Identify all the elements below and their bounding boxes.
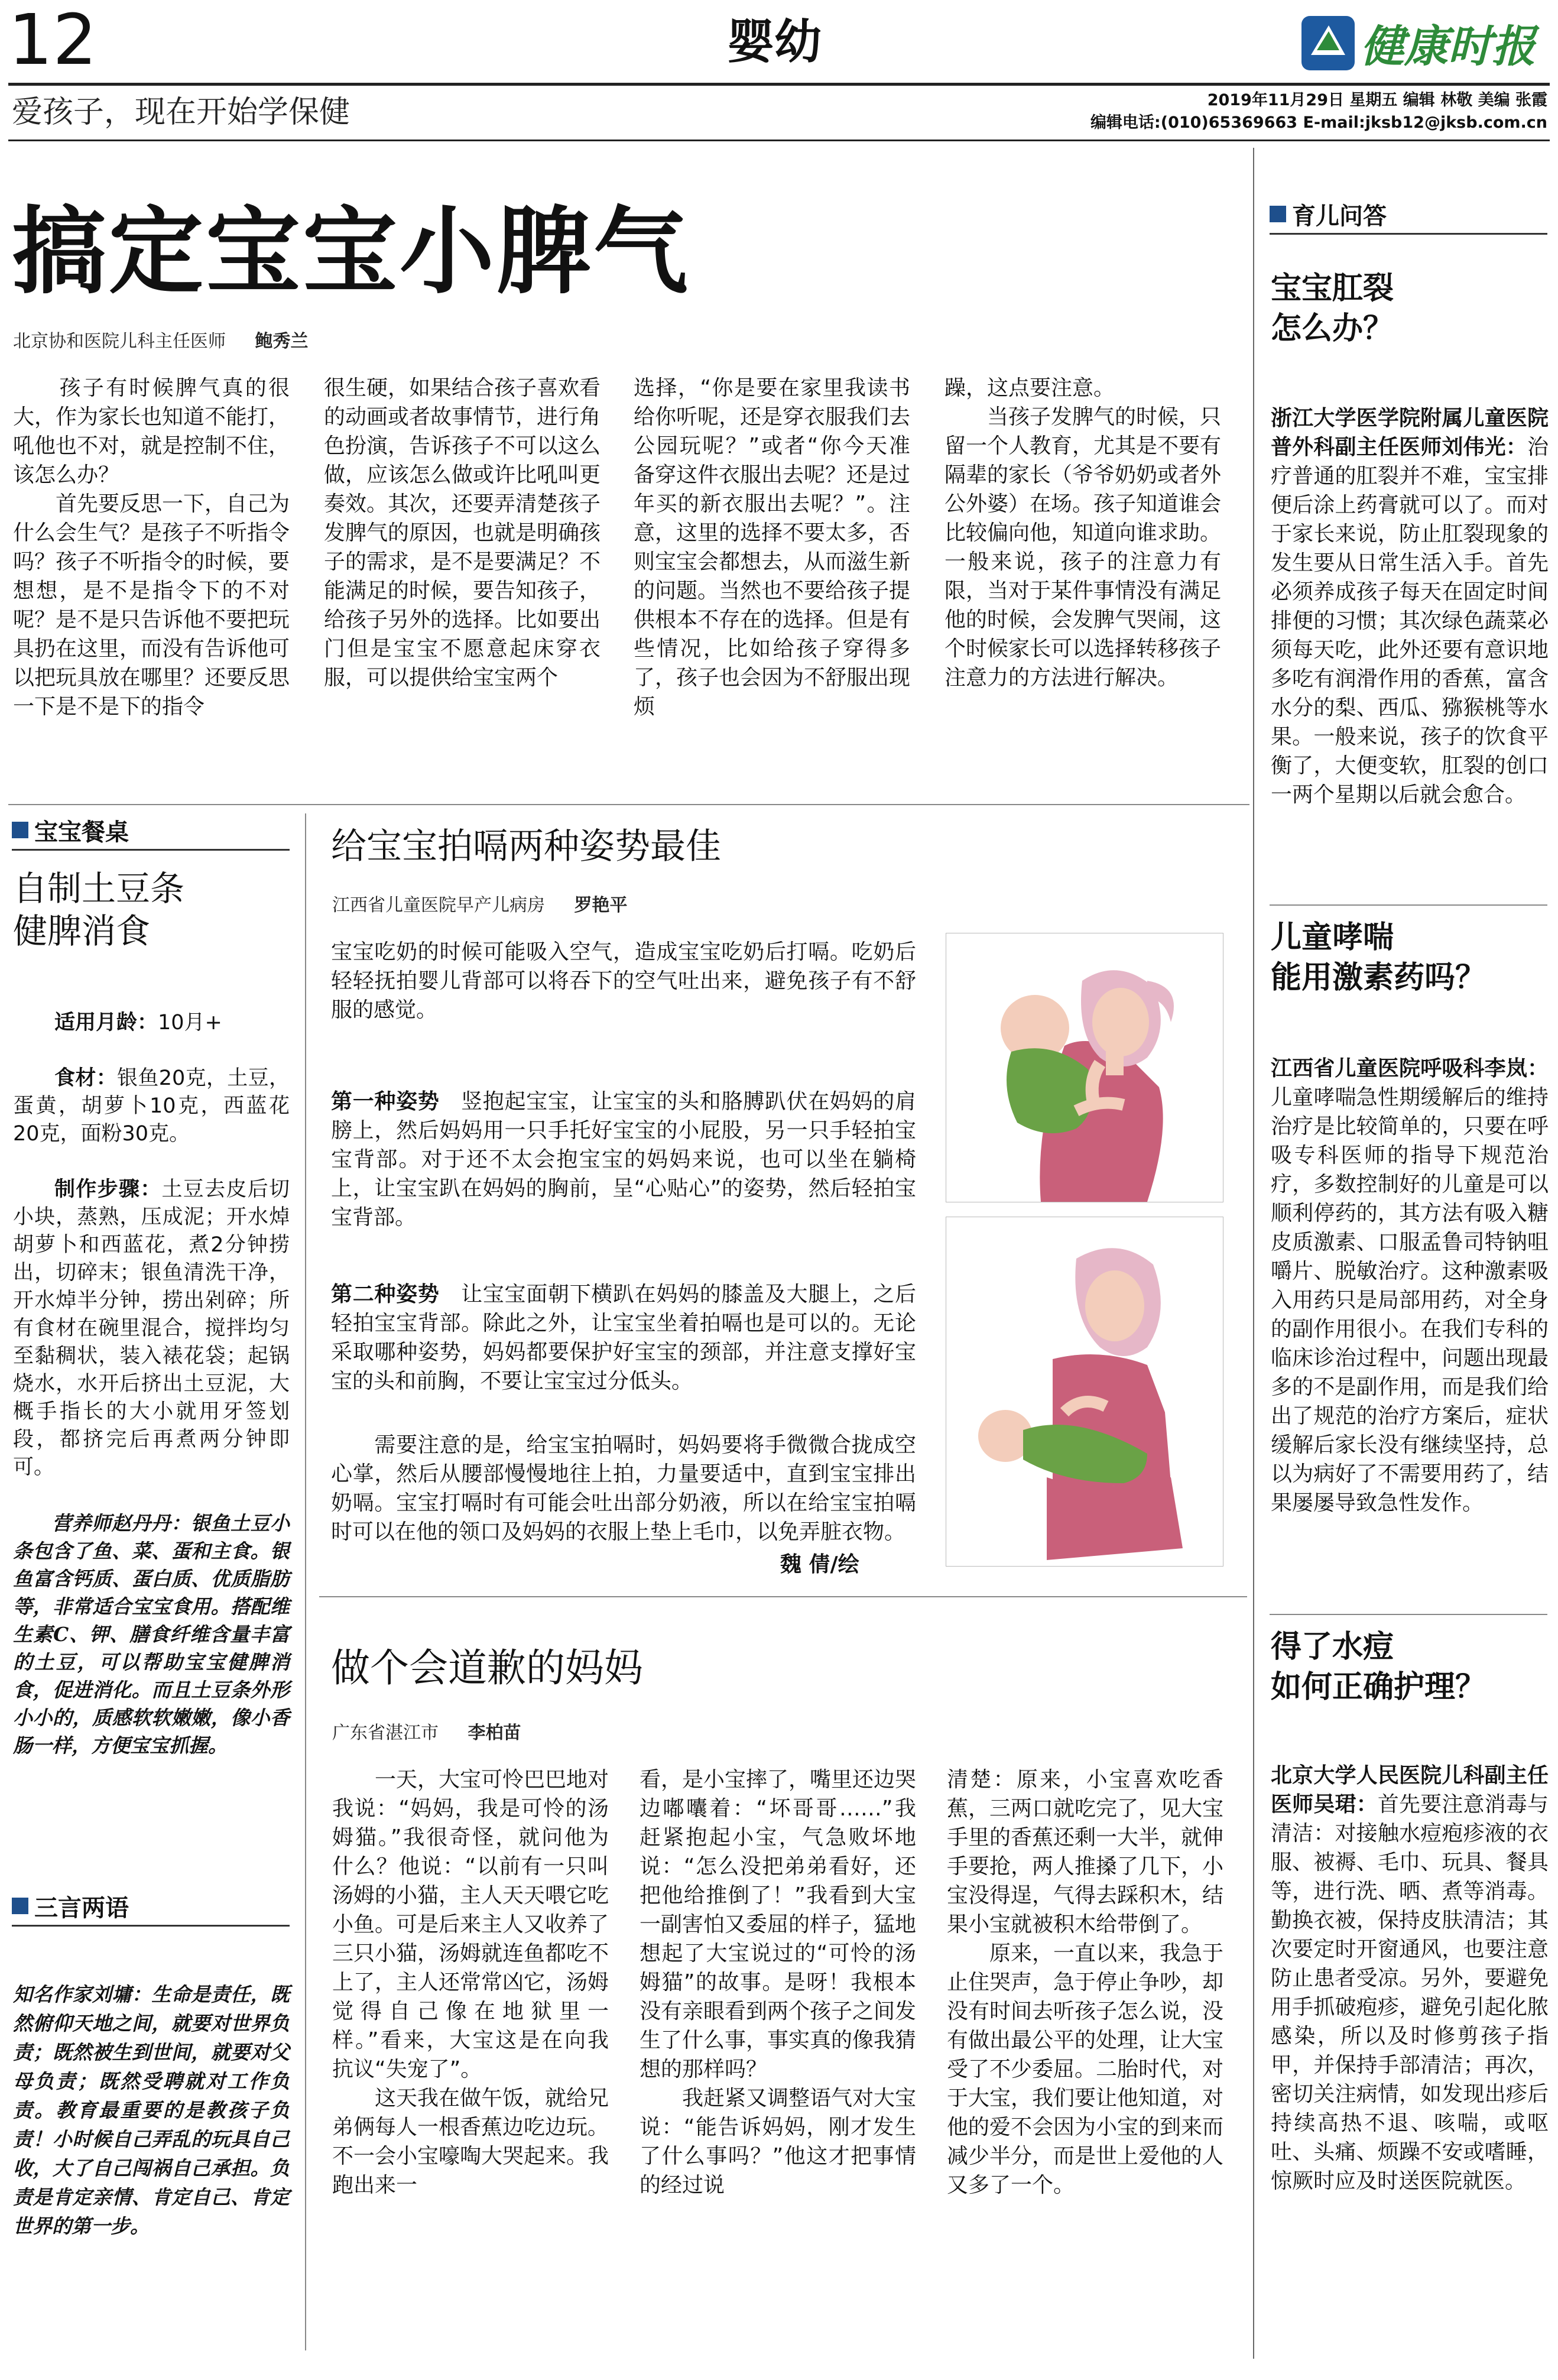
age-value: 10月+ (158, 1011, 222, 1035)
ingredients-value: 银鱼20克，土豆，蛋黄，胡萝卜10克，西蓝花20克，面粉30克。 (13, 1066, 290, 1146)
burp-intro: 宝宝吃奶的时候可能吸入空气，造成宝宝吃奶后打嗝。吃奶后轻轻抚拍婴儿背部可以将吞下的空气吐出来，避免孩子有不舒服的感觉。 (331, 940, 916, 1022)
qa-rule-1 (1270, 904, 1547, 906)
food-section-header (12, 813, 129, 847)
steps-value: 土豆去皮后切小块，蒸熟，压成泥；开水焯胡萝卜和西蓝花，煮2分钟捞出，切碎末；银鱼清洗干净，开水焯半分钟，捞出剁碎；所有食材在碗里混合，搅拌均匀至黏稠状，装入裱花袋；起锅烧水，水开后挤出土豆泥，大概手指长的大小就用牙签划段，都挤完后再煮两分钟即可。 (13, 1178, 290, 1479)
section-marker-icon (12, 822, 28, 838)
mother-shoulder-burp-icon (946, 933, 1223, 1202)
apology-col-1: 一天，大宝可怜巴巴地对我说：“妈妈，我是可怜的汤姆猫。”我很奇怪，就问他为什么？他说：“以前有一只叫汤姆的小猫，主人天天喂它吃小鱼。可是后来主人又收养了三只小猫，汤姆就连鱼都吃不上了，主人还常常凶它，汤姆觉得自己像在地狱里一样。”看来，大宝这是在向我抗议“失宠了”。 这天我在做午饭，就给兄弟俩每人一根香蕉边吃边玩。不一会小宝嚎啕大哭起来。我跑出来一 (332, 1768, 609, 2197)
qa-rule-2 (1270, 1614, 1547, 1615)
food-section-label: 宝宝餐桌 (34, 818, 129, 846)
right-column-divider (1253, 148, 1254, 2359)
logo-emblem-icon (1299, 14, 1357, 73)
apology-col-3: 清楚：原来，小宝喜欢吃香蕉，三两口就吃完了，见大宝手里的香蕉还剩一大半，就伸手要抢，两人推搡了几下，小宝没得逞，气得去踩积木，结果小宝就被积木给带倒了。 原来，一直以来，我急于止住哭声，急于停止争吵，却没有时间去听孩子怎么说，没有做出最公平的处理，让大宝受了不少委屈。二胎时代，对于大宝，我们要让他知道，对他的爱不会因为小宝的到来而减少半分，而是世上爱他的人又多了一个。 (947, 1768, 1224, 2197)
author-name: 鲍秀兰 (255, 331, 309, 352)
page-number: 12 (8, 0, 98, 80)
qa-1-text: 治疗普通的肛裂并不难，宝宝排便后涂上药膏就可以了。而对于家长来说，防止肛裂现象的发生要从日常生活入手。首先必须养成孩子每天在固定时间排便的习惯；其次绿色蔬菜必须每天吃，此外还要有意识地多吃有润滑作用的香蕉，富含水分的梨、西瓜、猕猴桃等水果。一般来说，孩子的饮食平衡了，大便变软，肛裂的创口一两个星期以后就会愈合。 (1271, 435, 1549, 807)
mother-lap-burp-icon (946, 1217, 1223, 1566)
ingredients-label: 食材： (54, 1066, 118, 1090)
nutritionist-value: 银鱼土豆小条包含了鱼、菜、蛋和主食。银鱼富含钙质、蛋白质、优质脂肪等，非常适合宝宝食用。搭配维生素C、钾、膳食纤维含量丰富的土豆，可以帮助宝宝健脾消食，促进消化。而且土豆条外形小小的，质感软软嫩嫩，像小香肠一样，方便宝宝抓握。 (13, 1512, 290, 1757)
main-article-byline (13, 326, 309, 352)
apology-author-org: 广东省湛江市 (332, 1723, 439, 1743)
qa-2-title-line1: 儿童哮喘 (1271, 920, 1394, 955)
sanyan-text: 生命是责任，既然俯仰天地之间，就要对世界负责；既然被生到世间，就要对父母负责；既然受聘就对工作负责。教育最重要的是教孩子负责！小时候自己弄乱的玩具自己收，大了自己闯祸自己承担。负责是肯定亲情、肯定自己、肯定世界的第一步。 (13, 1983, 290, 2238)
apology-byline (332, 1718, 521, 1744)
food-title-2: 健脾消食 (13, 911, 151, 951)
qa-item-2-title (1271, 917, 1486, 998)
main-article-title: 搞定宝宝小脾气 (12, 196, 691, 307)
qa-item-3-title (1271, 1627, 1486, 1707)
burp-title: 给宝宝拍嗝两种姿势最佳 (331, 826, 721, 867)
qa-3-text: 首先要注意消毒与清洁：对接触水痘疱疹液的衣服、被褥、毛巾、玩具、餐具等，进行洗、晒、煮等消毒。勤换衣被，保持皮肤清洁；其次要定时开窗通风，也要注意防止患者受凉。另外，要避免用手抓破疱疹，避免引起化脓感染，所以及时修剪孩子指甲，并保持手部清洁；再次，密切关注病情，如发现出疹后持续高热不退、咳喘，或呕吐、头痛、烦躁不安或嗜睡，惊厥时应及时送医院就医。 (1271, 1792, 1549, 2193)
pose2-label: 第二种姿势 (331, 1282, 440, 1306)
main-col-2: 很生硬，如果结合孩子喜欢看的动画或者故事情节，进行角色扮演，告诉孩子不可以这么做，应该怎么做或许比吼叫更奏效。其次，还要弄清楚孩子发脾气的原因，也就是明确孩子的需求，是不是要满足？不能满足的时候，要告知孩子，给孩子另外的选择。比如要出门但是宝宝不愿意起床穿衣服，可以提供给宝宝两个 (324, 376, 601, 690)
pose1-label: 第一种姿势 (331, 1090, 440, 1114)
age-label: 适用月龄： (54, 1011, 158, 1035)
left-column-divider (305, 813, 306, 2350)
main-col-4: 躁，这点要注意。 当孩子发脾气的时候，只留一个人教育，尤其是不要有隔辈的家长（爷爷奶奶或者外公外婆）在场。孩子知道谁会比较偏向他，知道向谁求助。一般来说，孩子的注意力有限，当对于某件事情没有满足他的时候，会发脾气哭闹，这个时候家长可以选择转移孩子注意力的方法进行解决。 (944, 376, 1222, 690)
qa-item-1-title (1271, 268, 1394, 349)
pose2-text: 让宝宝面朝下横趴在妈妈的膝盖及大腿上，之后轻拍宝宝背部。除此之外，让宝宝坐着拍嗝也是可以的。无论采取哪种姿势，妈妈都要保护好宝宝的颈部，并注意支撑好宝宝的头和前胸，不要让宝宝过分低头。 (331, 1282, 916, 1393)
masthead-logo (1299, 11, 1547, 76)
qa-item-3-body (1271, 1732, 1549, 2196)
apology-col-2: 看，是小宝摔了，嘴里还边哭边嘟囔着：“坏哥哥……”我赶紧抱起小宝，气急败坏地说：“怎么没把弟弟看好，还把他给推倒了！”我看到大宝一副害怕又委屈的样子，猛地想起了大宝说过的“可怜的汤姆猫”的故事。是呀！我根本没有亲眼看到两个孩子之间发生了什么事，事实真的像我猜想的那样吗？ 我赶紧又调整语气对大宝说：“能告诉妈妈，刚才发生了什么事吗？”他这才把事情的经过说 (640, 1768, 917, 2197)
burp-author-org: 江西省儿童医院早产儿病房 (332, 895, 545, 916)
qa-1-title-line2: 怎么办？ (1271, 311, 1394, 346)
sanyan-lead: 知名作家刘墉： (13, 1983, 152, 2006)
masthead-rule (8, 83, 1550, 86)
illustration-pose-2 (946, 1217, 1223, 1567)
nutritionist-label: 营养师赵丹丹： (52, 1512, 191, 1535)
illustrator-credit: 魏 倩/绘 (780, 1552, 859, 1577)
qa-1-lead: 浙江大学医学院附属儿童医院普外科副主任医师刘伟光： (1271, 406, 1549, 459)
qa-2-text: 儿童哮喘急性期缓解后的维持治疗是比较简单的，只要在呼吸专科医师的指导下规范治疗，多数控制好的儿童是可以顺利停药的，其方法有吸入糖皮质激素、口服孟鲁司特钠咀嚼片、脱敏治疗。这种激素吸入用药只是局部用药，对全身的副作用很小。在我们专科的临床诊治过程中，问题出现最多的不是副作用，而是我们给出了规范的治疗方案后，症状缓解后家长没有继续坚持，总以为病好了不需要用药了，结果屡屡导致急性发作。 (1271, 1085, 1549, 1515)
author-org: 北京协和医院儿科主任医师 (13, 331, 226, 352)
qa-item-1-body (1271, 375, 1549, 809)
sanyan-section-header (12, 1889, 129, 1922)
qa-3-lead: 北京大学人民医院儿科副主任医师吴珺： (1271, 1763, 1549, 1817)
steps-label: 制作步骤： (54, 1178, 162, 1201)
qa-section-label: 育儿问答 (1292, 202, 1387, 230)
section-marker-icon (1270, 206, 1286, 222)
food-title-1: 自制土豆条 (13, 868, 185, 909)
qa-2-title-line2: 能用激素药吗？ (1271, 960, 1486, 996)
section-marker-icon (12, 1898, 28, 1914)
slogan: 爱孩子，现在开始学保健 (12, 95, 350, 130)
burp-author-name: 罗艳平 (574, 895, 628, 916)
logo-text: 健康时报 (1361, 21, 1536, 72)
main-col-3: 选择，“你是要在家里我读书给你听呢，还是穿衣服我们去公园玩呢？”或者“你今天准备穿这件衣服出去呢？还是过年买的新衣服出去呢？”。注意，这里的选择不要太多，否则宝宝会都想去，从而滋生新的问题。当然也不要给孩子提供根本不存在的选择。但是有些情况，比如给孩子穿得多了，孩子也会因为不舒服出现烦 (634, 376, 911, 719)
main-col-1: 孩子有时候脾气真的很大，作为家长也知道不能打，吼他也不对，就是控制不住，该怎么办？ 首先要反思一下，自己为什么会生气？是孩子不听指令吗？孩子不听指令的时候，要想想，是不是指令下的不对呢？是不是只告诉他不要把玩具扔在这里，而没有告诉他可以把玩具放在哪里？还要反思一下是不是下的指令 (13, 376, 290, 719)
qa-section-header (1270, 197, 1387, 231)
illustration-pose-1 (946, 933, 1223, 1202)
food-section-rule (12, 849, 290, 851)
burp-closing: 需要注意的是，给宝宝拍嗝时，妈妈要将手微微合拢成空心掌，然后从腰部慢慢地往上拍，力量要适中，直到宝宝排出奶嗝。宝宝打嗝时有可能会吐出部分奶液，所以在给宝宝拍嗝时可以在他的领口及妈妈的衣服上垫上毛巾，以免弄脏衣物。 (331, 1433, 916, 1544)
section-title: 婴幼 (727, 14, 822, 69)
qa-3-title-line2: 如何正确护理？ (1271, 1669, 1486, 1705)
qa-3-title-line1: 得了水痘 (1271, 1629, 1394, 1665)
qa-1-title-line1: 宝宝肛裂 (1271, 271, 1394, 306)
burp-byline (332, 890, 628, 916)
sanyan-body (13, 1951, 290, 2240)
masthead-rule-bottom (8, 140, 1550, 141)
burp-pose1 (331, 1058, 916, 1232)
qa-2-lead: 江西省儿童医院呼吸科李岚： (1271, 1056, 1549, 1081)
sanyan-section-label: 三言两语 (34, 1894, 129, 1922)
date-line: 2019年11月29日 星期五 编辑 林敬 美编 张霞 (1207, 91, 1547, 109)
pose1-text: 竖抱起宝宝，让宝宝的头和胳膊趴伏在妈妈的肩膀上，然后妈妈用一只手托好宝宝的小屁股，另一只手轻拍宝宝背部。对于还不太会抱宝宝的妈妈来说，也可以坐在躺椅上，让宝宝趴在妈妈的胸前，呈“心贴心”的姿势，然后轻拍宝宝背部。 (331, 1090, 916, 1230)
qa-item-2-body (1271, 1025, 1549, 1518)
sanyan-section-rule (12, 1925, 290, 1927)
burp-pose2 (331, 1251, 916, 1396)
burp-article-rule (319, 1596, 1247, 1597)
main-article-rule (8, 804, 1249, 805)
food-body (13, 981, 290, 1787)
qa-section-rule (1270, 233, 1547, 235)
contact-line: 编辑电话:(010)65369663 E-mail:jksb12@jksb.com.cn (1090, 114, 1547, 132)
apology-title: 做个会道歉的妈妈 (331, 1645, 643, 1691)
apology-author-name: 李柏苗 (468, 1723, 521, 1743)
